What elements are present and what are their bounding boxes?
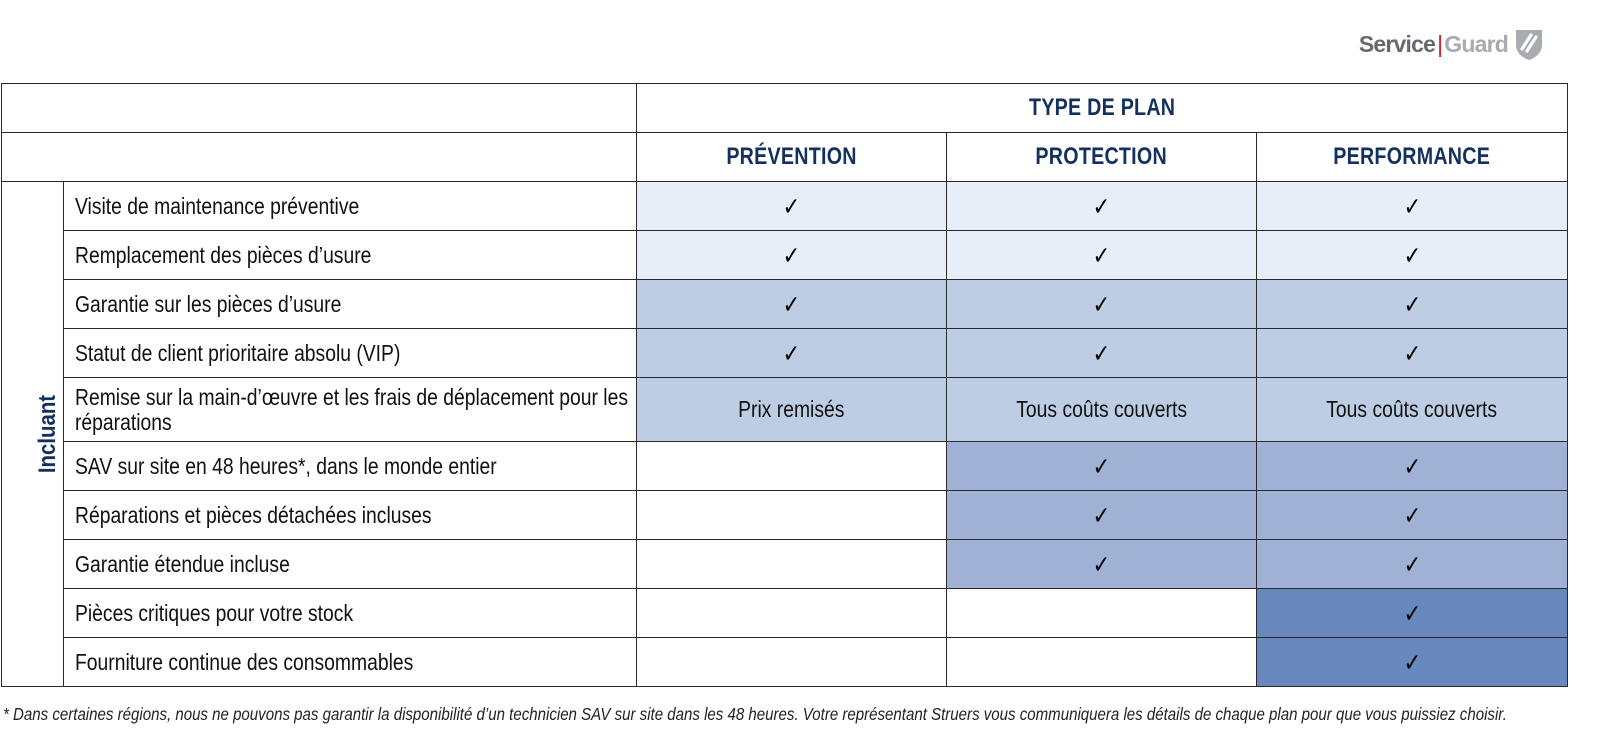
table-row — [2, 442, 1568, 491]
check-icon: ✓ — [1092, 191, 1111, 221]
plan-value-text: Tous coûts couverts — [1326, 396, 1498, 422]
plan-cell — [637, 329, 947, 378]
plan-cell — [947, 182, 1257, 231]
check-icon: ✓ — [782, 240, 801, 270]
plan-cell — [947, 231, 1257, 280]
table-row — [2, 638, 1568, 687]
check-icon: ✓ — [1403, 549, 1421, 579]
plan-type-header: TYPE DE PLAN — [637, 84, 1568, 133]
feature-label: Pièces critiques pour votre stock — [64, 589, 637, 638]
plan-cell — [637, 540, 947, 589]
check-icon: ✓ — [1092, 451, 1111, 481]
table-row — [2, 589, 1568, 638]
plan-value-text: Tous coûts couverts — [1016, 396, 1187, 422]
plan-cell — [637, 491, 947, 540]
empty-corner-cell — [2, 133, 637, 182]
check-icon: ✓ — [1092, 240, 1111, 270]
check-icon: ✓ — [782, 191, 801, 221]
feature-label: Statut de client prioritaire absolu (VIP) — [64, 329, 637, 378]
logo-separator: | — [1437, 30, 1443, 57]
table-row — [2, 378, 1568, 442]
plan-cell — [947, 280, 1257, 329]
included-side-label: Incluant — [2, 182, 64, 687]
footnote: * Dans certaines régions, nous ne pouvons pas garantir la disponibilité d’un technicien SAV sur site dans les 48 heures. Votre représentant Struers vous communiquera les détails de chaque plan pour que vous puissiez choisir. — [3, 704, 1507, 724]
plan-header-protection: PROTECTION — [947, 133, 1257, 182]
plan-cell — [637, 182, 947, 231]
plan-cell — [637, 589, 947, 638]
table-row — [2, 329, 1568, 378]
check-icon: ✓ — [1403, 598, 1421, 628]
plan-cell — [1257, 280, 1568, 329]
plan-cell — [1257, 231, 1568, 280]
check-icon: ✓ — [1403, 647, 1421, 677]
plan-names-row — [2, 133, 1568, 182]
check-icon: ✓ — [1403, 451, 1421, 481]
plan-cell — [1257, 442, 1568, 491]
plan-value-text: Prix remisés — [738, 396, 845, 422]
table-row — [2, 491, 1568, 540]
table-row — [2, 540, 1568, 589]
feature-label: Garantie sur les pièces d’usure — [64, 280, 637, 329]
check-icon: ✓ — [1403, 240, 1421, 270]
plan-header-performance: PERFORMANCE — [1257, 133, 1568, 182]
plan-cell — [1257, 182, 1568, 231]
plan-cell — [637, 442, 947, 491]
check-icon: ✓ — [1403, 338, 1421, 368]
plan-cell — [1257, 491, 1568, 540]
plan-cell — [947, 378, 1257, 442]
plan-cell — [947, 589, 1257, 638]
plan-cell — [947, 540, 1257, 589]
group-header-row — [2, 84, 1568, 133]
empty-corner-cell — [2, 84, 637, 133]
check-icon: ✓ — [782, 338, 801, 368]
check-icon: ✓ — [1092, 338, 1111, 368]
check-icon: ✓ — [1403, 289, 1421, 319]
feature-label: SAV sur site en 48 heures*, dans le monde entier — [64, 442, 637, 491]
feature-label: Visite de maintenance préventive — [64, 182, 637, 231]
check-icon: ✓ — [1403, 500, 1421, 530]
shield-icon — [1514, 27, 1544, 61]
check-icon: ✓ — [1092, 549, 1111, 579]
table-row — [2, 182, 1568, 231]
table-row — [2, 280, 1568, 329]
plan-cell — [947, 329, 1257, 378]
check-icon: ✓ — [782, 289, 801, 319]
plan-cell — [1257, 329, 1568, 378]
service-guard-logo — [1359, 26, 1544, 62]
logo-text-service: Service — [1358, 30, 1436, 57]
feature-label: Remplacement des pièces d’usure — [64, 231, 637, 280]
plan-cell — [637, 231, 947, 280]
plan-cell — [947, 442, 1257, 491]
feature-label: Garantie étendue incluse — [64, 540, 637, 589]
plan-cell — [947, 491, 1257, 540]
check-icon: ✓ — [1403, 191, 1421, 221]
feature-label: Réparations et pièces détachées incluses — [64, 491, 637, 540]
feature-label: Remise sur la main-d’œuvre et les frais de déplacement pour les réparations — [64, 378, 637, 442]
check-icon: ✓ — [1092, 500, 1111, 530]
plan-cell — [637, 638, 947, 687]
plan-cell — [1257, 638, 1568, 687]
plan-cell — [1257, 589, 1568, 638]
logo-text-guard: Guard — [1444, 30, 1508, 57]
table-row — [2, 231, 1568, 280]
plan-header-prevention: PRÉVENTION — [637, 133, 947, 182]
check-icon: ✓ — [1092, 289, 1111, 319]
plan-cell — [637, 280, 947, 329]
plan-cell — [1257, 540, 1568, 589]
plan-cell — [947, 638, 1257, 687]
plan-cell — [637, 378, 947, 442]
plan-cell — [1257, 378, 1568, 442]
feature-label: Fourniture continue des consommables — [64, 638, 637, 687]
plan-comparison-table — [1, 83, 1568, 687]
